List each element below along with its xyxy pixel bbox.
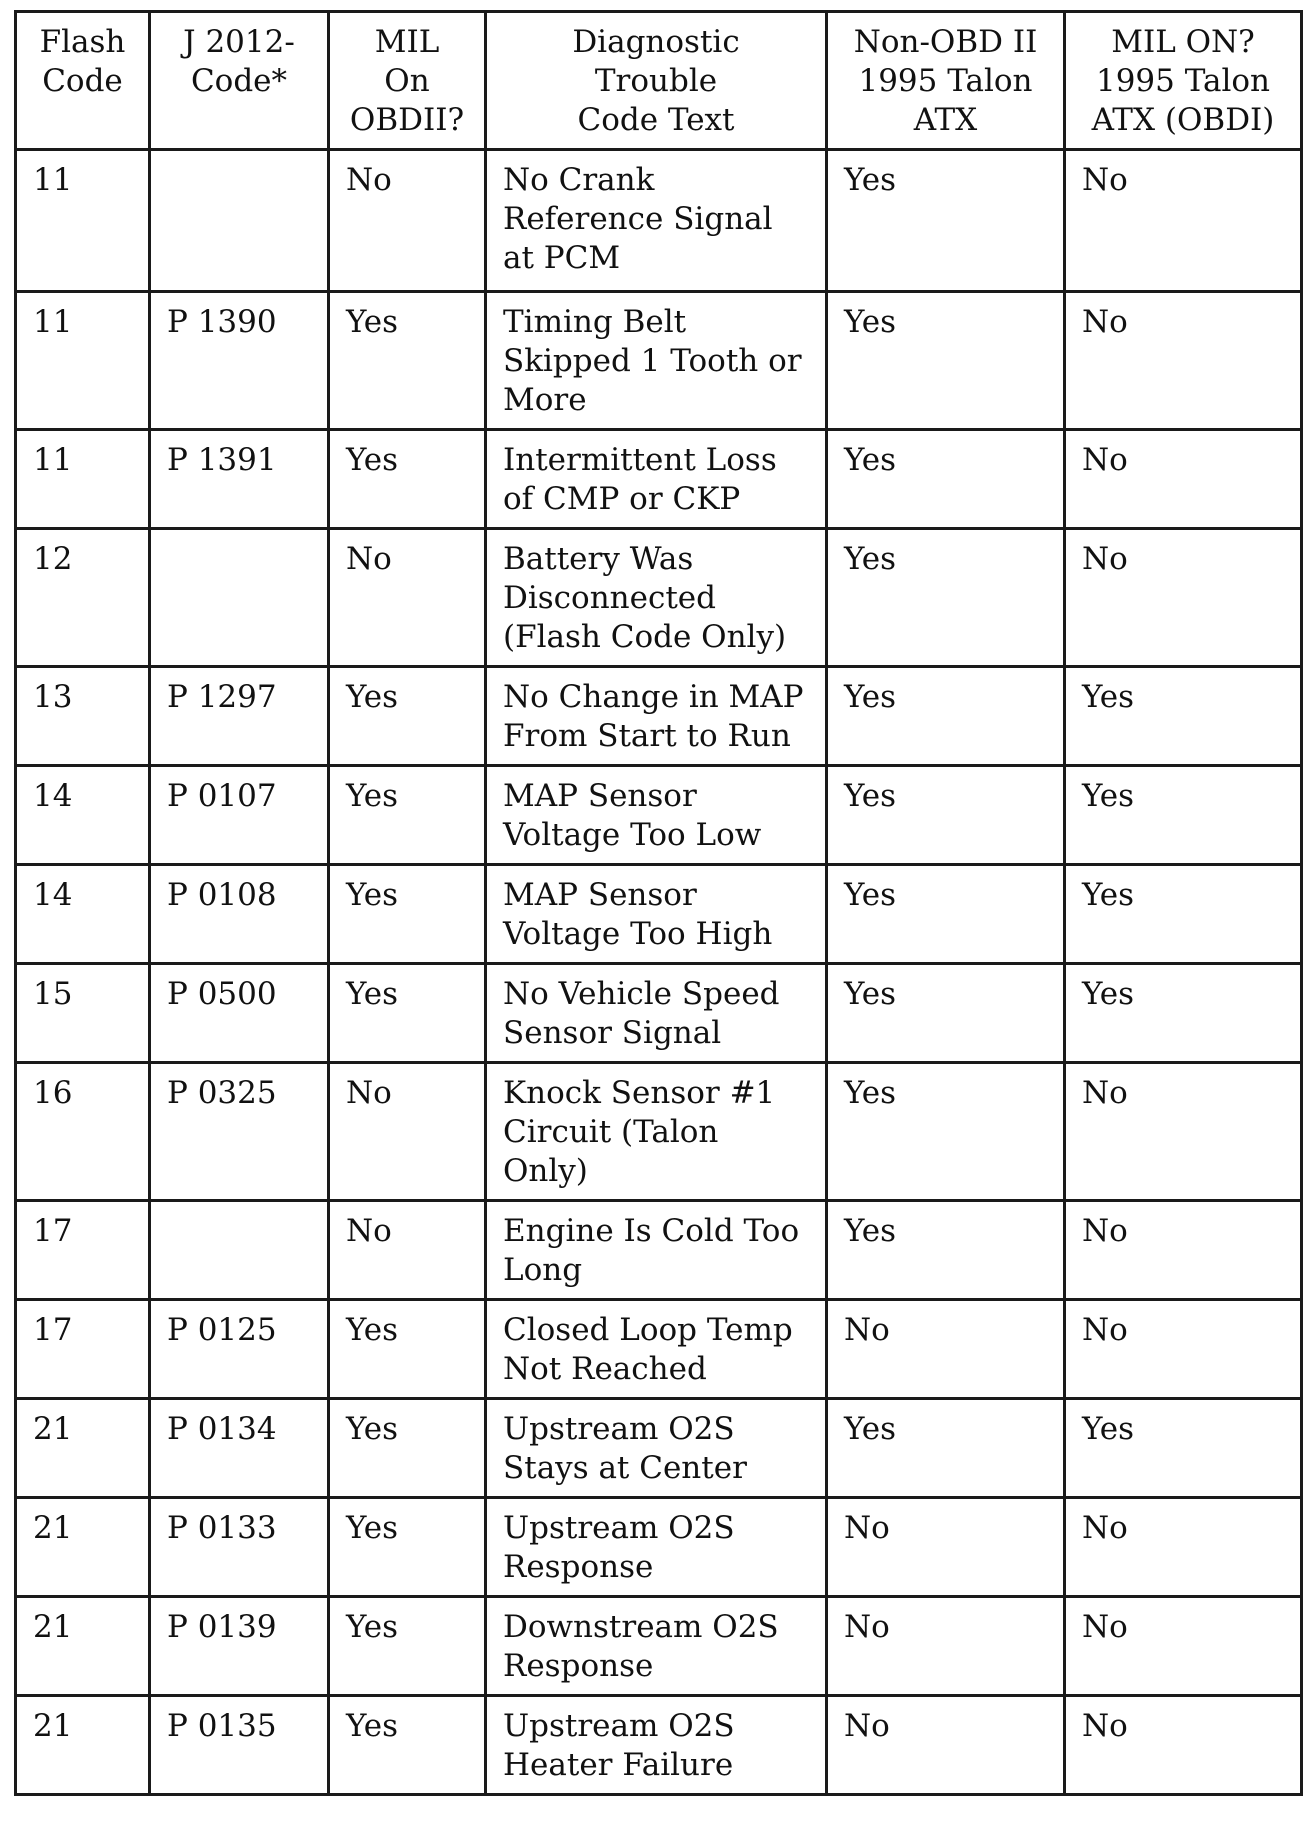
flash-code-cell: 21 bbox=[16, 1597, 150, 1696]
mil-on-talon-cell: Yes bbox=[1065, 667, 1302, 766]
flash-code-cell: 21 bbox=[16, 1696, 150, 1795]
non-obd-talon-cell: Yes bbox=[827, 667, 1065, 766]
header-non-obd-talon: Non-OBD II 1995 Talon ATX bbox=[827, 12, 1065, 150]
j2012-code-cell bbox=[150, 1201, 329, 1300]
j2012-code-cell: P 0139 bbox=[150, 1597, 329, 1696]
header-j2012-code: J 2012- Code* bbox=[150, 12, 329, 150]
non-obd-talon-cell: No bbox=[827, 1300, 1065, 1399]
code-text-cell: Upstream O2S Heater Failure bbox=[486, 1696, 827, 1795]
code-text-cell: Upstream O2S Stays at Center bbox=[486, 1399, 827, 1498]
non-obd-talon-cell: Yes bbox=[827, 1063, 1065, 1201]
table-row bbox=[16, 150, 1302, 292]
non-obd-talon-cell: Yes bbox=[827, 1399, 1065, 1498]
mil-on-talon-cell: Yes bbox=[1065, 766, 1302, 865]
header-row bbox=[16, 12, 1302, 150]
flash-code-cell: 13 bbox=[16, 667, 150, 766]
j2012-code-cell: P 0133 bbox=[150, 1498, 329, 1597]
flash-code-cell: 15 bbox=[16, 964, 150, 1063]
table-row bbox=[16, 1399, 1302, 1498]
table-row bbox=[16, 766, 1302, 865]
j2012-code-cell: P 0107 bbox=[150, 766, 329, 865]
flash-code-cell: 21 bbox=[16, 1498, 150, 1597]
j2012-code-cell: P 0325 bbox=[150, 1063, 329, 1201]
mil-obdii-cell: Yes bbox=[329, 430, 486, 529]
j2012-code-cell: P 0108 bbox=[150, 865, 329, 964]
table-row bbox=[16, 1063, 1302, 1201]
j2012-code-cell: P 0500 bbox=[150, 964, 329, 1063]
non-obd-talon-cell: Yes bbox=[827, 766, 1065, 865]
code-text-cell: Closed Loop Temp Not Reached bbox=[486, 1300, 827, 1399]
code-text-cell: MAP Sensor Voltage Too Low bbox=[486, 766, 827, 865]
mil-obdii-cell: Yes bbox=[329, 667, 486, 766]
code-text-cell: Intermittent Loss of CMP or CKP bbox=[486, 430, 827, 529]
mil-obdii-cell: No bbox=[329, 1063, 486, 1201]
flash-code-cell: 11 bbox=[16, 430, 150, 529]
flash-code-cell: 17 bbox=[16, 1201, 150, 1300]
j2012-code-cell: P 0135 bbox=[150, 1696, 329, 1795]
mil-obdii-cell: Yes bbox=[329, 1498, 486, 1597]
mil-on-talon-cell: No bbox=[1065, 1201, 1302, 1300]
code-text-cell: Battery Was Disconnected (Flash Code Only) bbox=[486, 529, 827, 667]
mil-on-talon-cell: No bbox=[1065, 1696, 1302, 1795]
flash-code-cell: 21 bbox=[16, 1399, 150, 1498]
mil-obdii-cell: No bbox=[329, 150, 486, 292]
mil-obdii-cell: No bbox=[329, 529, 486, 667]
code-text-cell: Downstream O2S Response bbox=[486, 1597, 827, 1696]
mil-on-talon-cell: No bbox=[1065, 1597, 1302, 1696]
code-text-cell: Timing Belt Skipped 1 Tooth or More bbox=[486, 292, 827, 430]
flash-code-cell: 16 bbox=[16, 1063, 150, 1201]
j2012-code-cell: P 1391 bbox=[150, 430, 329, 529]
table-row bbox=[16, 1498, 1302, 1597]
mil-obdii-cell: No bbox=[329, 1201, 486, 1300]
mil-obdii-cell: Yes bbox=[329, 292, 486, 430]
non-obd-talon-cell: Yes bbox=[827, 150, 1065, 292]
non-obd-talon-cell: Yes bbox=[827, 865, 1065, 964]
code-text-cell: Engine Is Cold Too Long bbox=[486, 1201, 827, 1300]
header-mil-on-talon: MIL ON? 1995 Talon ATX (OBDI) bbox=[1065, 12, 1302, 150]
mil-on-talon-cell: No bbox=[1065, 1063, 1302, 1201]
table-row bbox=[16, 292, 1302, 430]
j2012-code-cell: P 1297 bbox=[150, 667, 329, 766]
flash-code-cell: 14 bbox=[16, 865, 150, 964]
non-obd-talon-cell: No bbox=[827, 1696, 1065, 1795]
mil-on-talon-cell: No bbox=[1065, 292, 1302, 430]
flash-code-cell: 14 bbox=[16, 766, 150, 865]
code-text-cell: MAP Sensor Voltage Too High bbox=[486, 865, 827, 964]
mil-obdii-cell: Yes bbox=[329, 1300, 486, 1399]
non-obd-talon-cell: Yes bbox=[827, 964, 1065, 1063]
non-obd-talon-cell: Yes bbox=[827, 430, 1065, 529]
non-obd-talon-cell: Yes bbox=[827, 529, 1065, 667]
header-mil-on-obdii: MIL On OBDII? bbox=[329, 12, 486, 150]
flash-code-cell: 17 bbox=[16, 1300, 150, 1399]
table-row bbox=[16, 1300, 1302, 1399]
table-row bbox=[16, 1201, 1302, 1300]
code-text-cell: Upstream O2S Response bbox=[486, 1498, 827, 1597]
mil-on-talon-cell: Yes bbox=[1065, 1399, 1302, 1498]
table-row bbox=[16, 1597, 1302, 1696]
non-obd-talon-cell: No bbox=[827, 1498, 1065, 1597]
header-flash-code: Flash Code bbox=[16, 12, 150, 150]
table-row bbox=[16, 1696, 1302, 1795]
non-obd-talon-cell: No bbox=[827, 1597, 1065, 1696]
mil-obdii-cell: Yes bbox=[329, 1597, 486, 1696]
mil-on-talon-cell: No bbox=[1065, 430, 1302, 529]
j2012-code-cell: P 0125 bbox=[150, 1300, 329, 1399]
code-text-cell: No Change in MAP From Start to Run bbox=[486, 667, 827, 766]
mil-obdii-cell: Yes bbox=[329, 964, 486, 1063]
j2012-code-cell bbox=[150, 150, 329, 292]
mil-on-talon-cell: No bbox=[1065, 529, 1302, 667]
j2012-code-cell: P 1390 bbox=[150, 292, 329, 430]
mil-obdii-cell: Yes bbox=[329, 865, 486, 964]
non-obd-talon-cell: Yes bbox=[827, 1201, 1065, 1300]
table-row bbox=[16, 529, 1302, 667]
mil-obdii-cell: Yes bbox=[329, 1399, 486, 1498]
j2012-code-cell: P 0134 bbox=[150, 1399, 329, 1498]
table-row bbox=[16, 964, 1302, 1063]
mil-on-talon-cell: No bbox=[1065, 1498, 1302, 1597]
j2012-code-cell bbox=[150, 529, 329, 667]
flash-code-cell: 12 bbox=[16, 529, 150, 667]
mil-on-talon-cell: Yes bbox=[1065, 865, 1302, 964]
dtc-table bbox=[14, 10, 1303, 1796]
table-body bbox=[16, 150, 1302, 1795]
code-text-cell: No Vehicle Speed Sensor Signal bbox=[486, 964, 827, 1063]
header-code-text: Diagnostic Trouble Code Text bbox=[486, 12, 827, 150]
mil-obdii-cell: Yes bbox=[329, 766, 486, 865]
mil-on-talon-cell: Yes bbox=[1065, 964, 1302, 1063]
table-row bbox=[16, 430, 1302, 529]
table-row bbox=[16, 667, 1302, 766]
mil-obdii-cell: Yes bbox=[329, 1696, 486, 1795]
table-row bbox=[16, 865, 1302, 964]
mil-on-talon-cell: No bbox=[1065, 1300, 1302, 1399]
code-text-cell: Knock Sensor #1 Circuit (Talon Only) bbox=[486, 1063, 827, 1201]
flash-code-cell: 11 bbox=[16, 150, 150, 292]
mil-on-talon-cell: No bbox=[1065, 150, 1302, 292]
flash-code-cell: 11 bbox=[16, 292, 150, 430]
non-obd-talon-cell: Yes bbox=[827, 292, 1065, 430]
code-text-cell: No Crank Reference Signal at PCM bbox=[486, 150, 827, 292]
